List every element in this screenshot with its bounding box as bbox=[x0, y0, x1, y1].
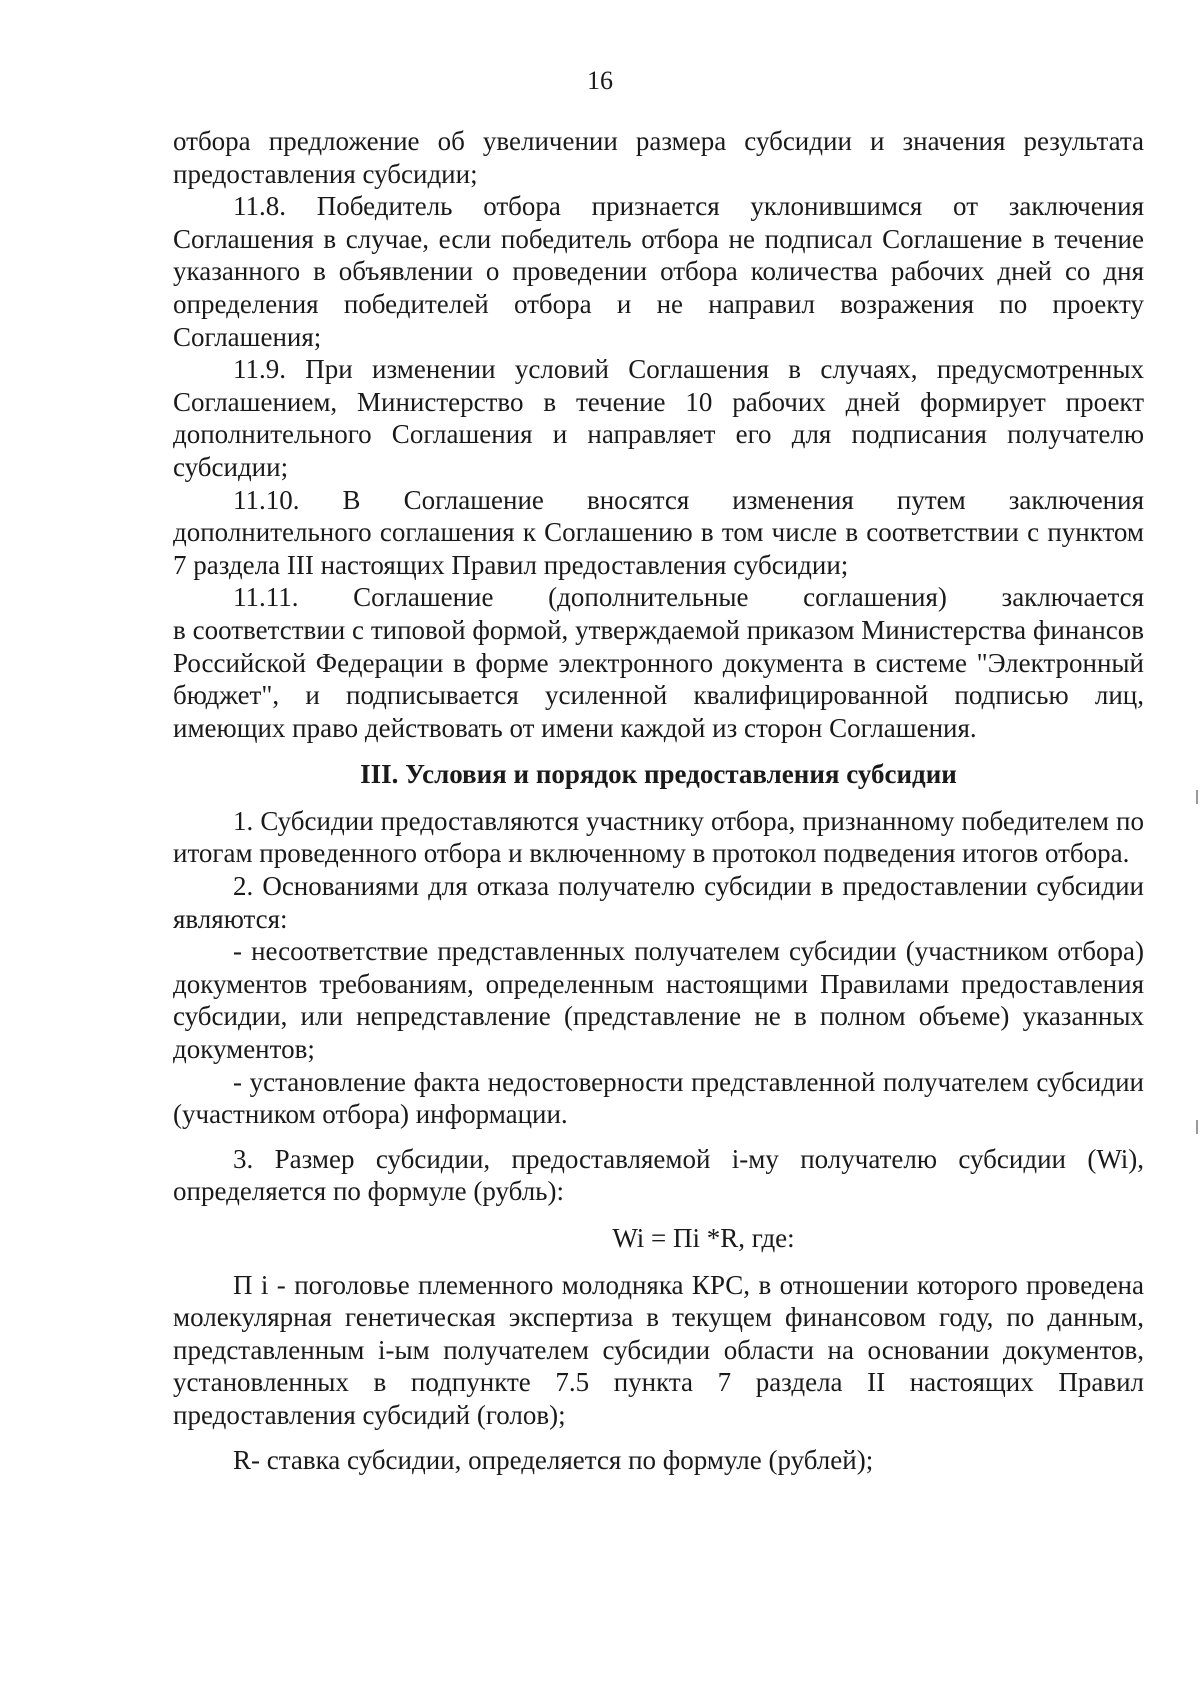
page-number: 16 bbox=[587, 66, 613, 95]
section-paragraph-2: 2. Основаниями для отказа получателю субсидии в предоставлении субсидии являются: bbox=[173, 871, 1144, 934]
definition-r: R- ставка субсидии, определяется по формуле (рублей); bbox=[233, 1444, 874, 1475]
section-paragraph-1: 1. Субсидии предоставляются участнику отбора, признанному победителем по итогам проведенного отбора и включенному в протокол подведения итогов отбора. bbox=[173, 805, 1144, 869]
document-body bbox=[173, 125, 1144, 1476]
paragraph-11-10-rest: дополнительного соглашения к Соглашению в том числе в соответствии с пунктом 7 раздела III настоящих Правил предоставления субсидии; bbox=[173, 517, 1144, 580]
section-paragraph-3: 3. Размер субсидии, предоставляемой i-му получателю субсидии (Wi), определяется по формуле (рубль): bbox=[173, 1143, 1144, 1207]
paragraph-11-11-rest: в соответствии с типовой формой, утверждаемой приказом Министерства финансов Российской Федерации в форме электронного документа в системе "Электронный бюджет", и подписывается усиленной квалифицированной подписью лиц, имеющих право действовать от имени каждой из сторон Соглашения. bbox=[173, 614, 1144, 743]
paragraph-11-9: 11.9. При изменении условий Соглашения в случаях, предусмотренных Соглашением, Министерство в течение 10 рабочих дней формирует проект дополнительного Соглашения и направляет его для подписания получателю субсидии; bbox=[173, 354, 1144, 482]
formula: Wi = Пi *R, где: bbox=[612, 1223, 795, 1253]
paragraph-11-8-first-line: 11.8. Победитель отбора признается уклонившимся от заключения bbox=[233, 191, 1144, 222]
section-list-item-2: - установление факта недостоверности представленной получателем субсидии (участником отбора) информации. bbox=[173, 1066, 1144, 1130]
paragraph-11-8-rest: Соглашения в случае, если победитель отбора не подписал Соглашение в течение указанного в объявлении о проведении отбора количества рабочих дней со дня определения победителей отбора и не направил возражения по проекту Соглашения; bbox=[173, 223, 1144, 352]
section-list-item-1: - несоответствие представленных получателем субсидии (участником отбора) документов требованиям, определенным настоящими Правилами предоставления субсидии, или непредставление (представление не в полном объеме) указанных документов; bbox=[173, 936, 1144, 1065]
definition-pi: П i - поголовье племенного молодняка КРС, в отношении которого проведена молекулярная генетическая экспертиза в текущем финансовом году, по данным, представленным i-ым получателем субсидии области на основании документов, установленных в подпункте 7.5 пункта 7 раздела II настоящих Правил предоставления субсидий (голов); bbox=[173, 1269, 1144, 1430]
scan-edge-mark bbox=[1196, 1120, 1198, 1134]
paragraph-11-11-first-line: 11.11. Соглашение (дополнительные соглашения) заключается bbox=[233, 582, 1144, 613]
paragraph-continuation: отбора предложение об увеличении размера субсидии и значения результата предоставления субсидии; bbox=[173, 126, 1144, 189]
scan-edge-mark bbox=[1196, 790, 1198, 804]
paragraph-11-10-first-line: 11.10. В Соглашение вносятся изменения путем заключения bbox=[233, 484, 1144, 515]
section-title: III. Условия и порядок предоставления субсидии bbox=[360, 759, 957, 790]
